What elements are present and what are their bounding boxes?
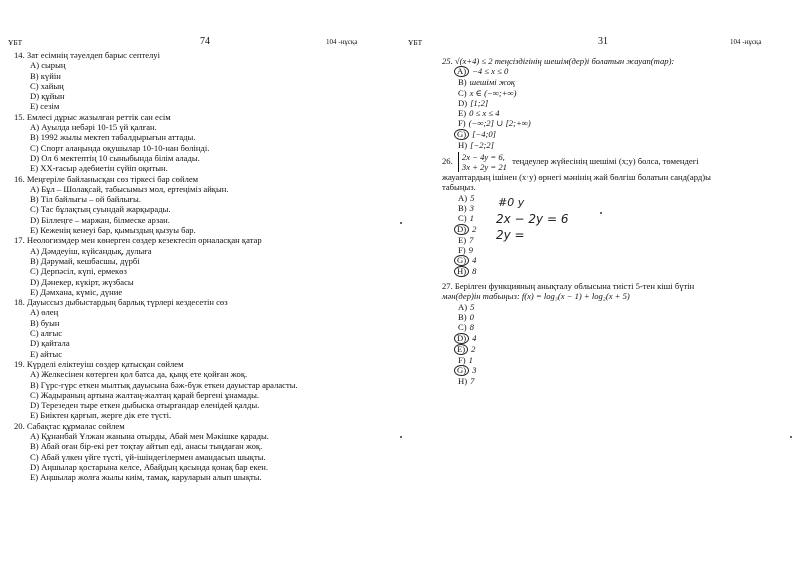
answer-option[interactable]: E) Кеженің кенеуі бар, қымыздың қызуы бар. — [30, 225, 196, 236]
answer-option[interactable]: E) Дәмхана, күміс, дүние — [30, 286, 123, 297]
answer-option[interactable]: E) айтыс — [30, 348, 63, 359]
option-letter: E) — [458, 234, 467, 245]
question-stem: 18. Дауыссыз дыбыстардың барлық түрлері кездесетін сөз — [14, 297, 228, 308]
option-letter: C) — [458, 213, 467, 224]
answer-option[interactable]: D) Терезеден тыре еткен дыбыска отырғандар еленідей қалды. — [30, 400, 260, 411]
answer-option[interactable]: C) Тас бұлақтың суындай жарқырады. — [30, 204, 171, 215]
option-text: 5 — [470, 301, 475, 312]
question-options — [14, 60, 394, 111]
question-15 — [14, 112, 394, 174]
option-letter: E) — [454, 344, 468, 355]
right-page-number: 31 — [598, 36, 608, 47]
answer-option[interactable]: C) Дерпәсіл, күпі, ермекөз — [30, 266, 127, 277]
answer-option[interactable]: B) Дәрумай, кешбасшы, дүрбі — [30, 255, 140, 266]
answer-option[interactable]: E) Аңшылар жолға жылы киім, тамақ, каруларын алып шықты. — [30, 472, 262, 483]
question-26-number: 26. — [442, 156, 453, 167]
option-text: [−4;0] — [472, 128, 497, 139]
answer-option[interactable] — [442, 355, 792, 365]
option-letter: G) — [454, 365, 469, 376]
option-text: 2 — [471, 343, 476, 354]
handwriting-line-2: 2x − 2y = 6 — [496, 212, 569, 226]
option-text: 7 — [470, 375, 475, 386]
answer-option[interactable]: B) Тіл байлығы – ой байлығы. — [30, 194, 141, 205]
option-letter: F) — [458, 244, 466, 255]
answer-option[interactable]: C) Жадыраның артына жалтаң-жалтаң қарай бергені ұнамады. — [30, 389, 260, 400]
option-text: 4 — [472, 332, 477, 343]
option-letter: E) — [458, 108, 467, 119]
option-letter: H) — [458, 375, 468, 386]
answer-option[interactable] — [442, 203, 792, 213]
question-14 — [14, 50, 394, 112]
answer-option[interactable]: C) алғыс — [30, 328, 63, 339]
question-27 — [442, 281, 792, 386]
question-27-stem-line2: мән(дер)ін табыңыз: f(x) = log₃(x − 1) + log₂(x + 5) — [442, 291, 630, 302]
answer-option[interactable] — [442, 266, 792, 277]
question-26-stem-line1 — [442, 152, 792, 172]
question-26-equation-2: 3x + 2y = 21 — [461, 162, 507, 173]
answer-option[interactable] — [442, 129, 792, 140]
left-page-number: 74 — [200, 36, 210, 47]
answer-option[interactable]: D) Біллеңге – маржан, білмеске арзан. — [30, 214, 170, 225]
answer-option[interactable]: E) Биіктен қарғып, жерге дік ете түсті. — [30, 410, 172, 421]
option-text: 0 ≤ x ≤ 4 — [469, 108, 500, 119]
right-header-label: ҰБТ — [408, 38, 423, 47]
answer-option[interactable] — [442, 108, 792, 118]
answer-option[interactable]: A) Ауылда небәрі 10-15 үй қалған. — [30, 122, 157, 133]
question-options — [14, 307, 394, 358]
option-letter: B) — [458, 312, 467, 323]
answer-option[interactable]: D) Дәнекер, күкірт, жүзбасы — [30, 276, 134, 287]
answer-option[interactable]: E) сезім — [30, 101, 60, 112]
question-25 — [442, 56, 792, 150]
option-text: 8 — [469, 322, 474, 333]
option-text: 4 — [472, 255, 477, 266]
option-letter: G) — [454, 255, 469, 266]
option-letter: H) — [458, 139, 468, 150]
option-text: [−2;2] — [470, 139, 495, 150]
answer-option[interactable]: D) қайтала — [30, 338, 70, 349]
question-26-stem-line2: жауаптардың ішінен (x·y) өрнегі мәнінің жай бөлгіш болатын санд(ард)ы — [442, 172, 711, 183]
answer-option[interactable]: B) 1992 жылы мектеп табалдырығын аттады. — [30, 132, 196, 143]
option-text: (−∞;2] ∪ [2;+∞) — [468, 118, 531, 129]
answer-option[interactable] — [442, 376, 792, 386]
answer-option[interactable] — [442, 66, 792, 77]
option-text: 2 — [472, 223, 477, 234]
scan-dot — [400, 436, 402, 438]
option-letter: D) — [454, 224, 469, 235]
question-26-stem-tail: теңдеулер жүйесінің шешімі (x;y) болса, төмендегі — [512, 156, 699, 167]
option-text: 7 — [469, 234, 474, 245]
question-18 — [14, 297, 394, 359]
question-16 — [14, 174, 394, 236]
answer-option[interactable] — [442, 77, 792, 87]
question-options — [14, 246, 394, 297]
option-text: 0 — [469, 312, 474, 323]
option-letter: F) — [458, 354, 466, 365]
question-26-equation-1: 2x − 4y = 6, — [461, 152, 505, 163]
answer-option[interactable]: C) Спорт алаңында оқушылар 10-10-нан бөлінді. — [30, 142, 210, 153]
question-27-stem: 27. Берілген функцияның анықталу облысына тиісті 5-тен кіші бүтін — [442, 281, 695, 292]
option-letter: D) — [454, 333, 469, 344]
option-text: 9 — [468, 244, 473, 255]
answer-option[interactable]: A) сырың — [30, 60, 66, 71]
answer-option[interactable] — [442, 245, 792, 255]
question-20 — [14, 421, 394, 483]
answer-option[interactable]: B) Абай оған бір-екі рет тоқтау айтып еді, анасы тыңдаған жоқ. — [30, 441, 263, 452]
answer-option[interactable]: A) Бұл – Шолақсай, табысымыз мол, ертеңіміз айқын. — [30, 183, 229, 194]
answer-option[interactable] — [442, 235, 792, 245]
answer-option[interactable]: C) Абай үлкен үйге түсті, үй-ішіндегілермен амандасып шықты. — [30, 451, 266, 462]
answer-option[interactable]: A) Құнанбай Ұлжан жанына отырды, Абай мен Мәкішке қарады. — [30, 430, 269, 441]
option-text: 5 — [470, 192, 475, 203]
option-text: 8 — [472, 266, 477, 277]
question-stem: 14. Зат есімнің тәуелдеп барыс септелуі — [14, 50, 160, 60]
right-questions — [442, 56, 792, 386]
answer-option[interactable]: A) Желкесінен көтерген қол батса да, қыңқ ете қойған жоқ. — [30, 369, 248, 380]
option-text: 1 — [468, 354, 473, 365]
question-26-system — [458, 152, 507, 172]
question-stem: 15. Емлесі дұрыс жазылған реттік сан есім — [14, 111, 171, 122]
question-stem: 19. Күрделі еліктеуіш сөздер қатысқан сөйлем — [14, 358, 184, 369]
left-variant-label: 104 -нұсқа — [326, 38, 358, 46]
answer-option[interactable] — [442, 118, 792, 128]
left-header-label: ҰБТ — [8, 38, 23, 47]
option-letter: C) — [458, 87, 467, 98]
option-letter: B) — [458, 202, 467, 213]
answer-option[interactable]: E) XX-ғасыр әдебиетін сүйіп оқитын. — [30, 163, 168, 174]
question-options — [14, 431, 394, 482]
option-text: 3 — [469, 202, 474, 213]
option-text: 1 — [469, 213, 474, 224]
right-variant-label: 104 -нұсқа — [730, 38, 762, 46]
option-text: 3 — [472, 364, 477, 375]
answer-option[interactable]: B) күйін — [30, 70, 61, 81]
question-26 — [442, 152, 792, 277]
scan-dot — [400, 222, 402, 224]
answer-option[interactable] — [442, 88, 792, 98]
option-letter: C) — [458, 322, 467, 333]
answer-option[interactable]: B) буын — [30, 317, 60, 328]
option-letter: A) — [458, 301, 468, 312]
handwriting-line-1: #0 y — [498, 196, 525, 209]
question-stem: 20. Сабақтас құрмалас сөйлем — [14, 420, 125, 431]
question-25-stem: 25. √(x+4) ≤ 2 теңсіздігінің шешім(дер)і болатын жауап(тар): — [442, 56, 675, 66]
answer-option[interactable] — [442, 224, 792, 235]
handwriting-line-3: 2y = — [496, 228, 525, 242]
option-letter: A) — [454, 66, 469, 77]
answer-option[interactable] — [442, 193, 792, 203]
answer-option[interactable] — [442, 302, 792, 312]
option-text: шешімі жоқ — [469, 77, 515, 88]
answer-option[interactable] — [442, 322, 792, 332]
question-stem: 17. Неологизмдер мен көнерген сөздер кезектесіп орналасқан қатар — [14, 235, 262, 246]
answer-option[interactable]: A) өлең — [30, 307, 59, 318]
answer-option[interactable] — [442, 344, 792, 355]
answer-option[interactable] — [442, 365, 792, 376]
option-text: x ∈ (−∞;+∞) — [469, 87, 517, 98]
question-19 — [14, 359, 394, 421]
answer-option[interactable] — [442, 333, 792, 344]
question-options — [14, 369, 394, 420]
question-options — [14, 184, 394, 235]
answer-option[interactable]: D) Ол 6 мектептің 10 сыныбында білім алады. — [30, 152, 200, 163]
answer-option[interactable]: A) Дәмдеуіш, күйсандық, дулыға — [30, 245, 152, 256]
question-options — [14, 122, 394, 173]
option-letter: B) — [458, 77, 467, 88]
right-page — [400, 0, 800, 573]
scan-dot — [790, 436, 792, 438]
answer-option[interactable]: D) құйын — [30, 91, 65, 102]
question-26-stem-line3: табыңыз. — [442, 182, 476, 193]
answer-option[interactable] — [442, 98, 792, 108]
option-letter: D) — [458, 97, 468, 108]
answer-option[interactable] — [442, 255, 792, 266]
answer-option[interactable] — [442, 312, 792, 322]
question-27-options — [442, 302, 792, 386]
option-letter: H) — [454, 266, 469, 277]
answer-option[interactable] — [442, 213, 792, 223]
scan-dot — [600, 212, 602, 214]
option-letter: G) — [454, 129, 469, 140]
left-questions — [14, 50, 394, 482]
option-text: −4 ≤ x ≤ 0 — [472, 66, 509, 77]
answer-option[interactable] — [442, 140, 792, 150]
answer-option[interactable]: C) хайың — [30, 80, 64, 91]
option-letter: A) — [458, 192, 468, 203]
answer-option[interactable]: D) Аңшылар қостарына келсе, Абайдың қасында қонақ бар екен. — [30, 461, 269, 472]
option-letter: F) — [458, 118, 466, 129]
answer-option[interactable]: B) Гүрс-гүрс еткен мылтық дауысына бәж-бүж еткен дауыстар араласты. — [30, 379, 298, 390]
question-stem: 16. Меңгеріле байланысқан сөз тіркесі бар сөйлем — [14, 173, 199, 184]
question-25-options — [442, 66, 792, 150]
option-text: [1;2] — [470, 97, 489, 108]
question-26-options — [442, 193, 792, 277]
question-17 — [14, 235, 394, 297]
